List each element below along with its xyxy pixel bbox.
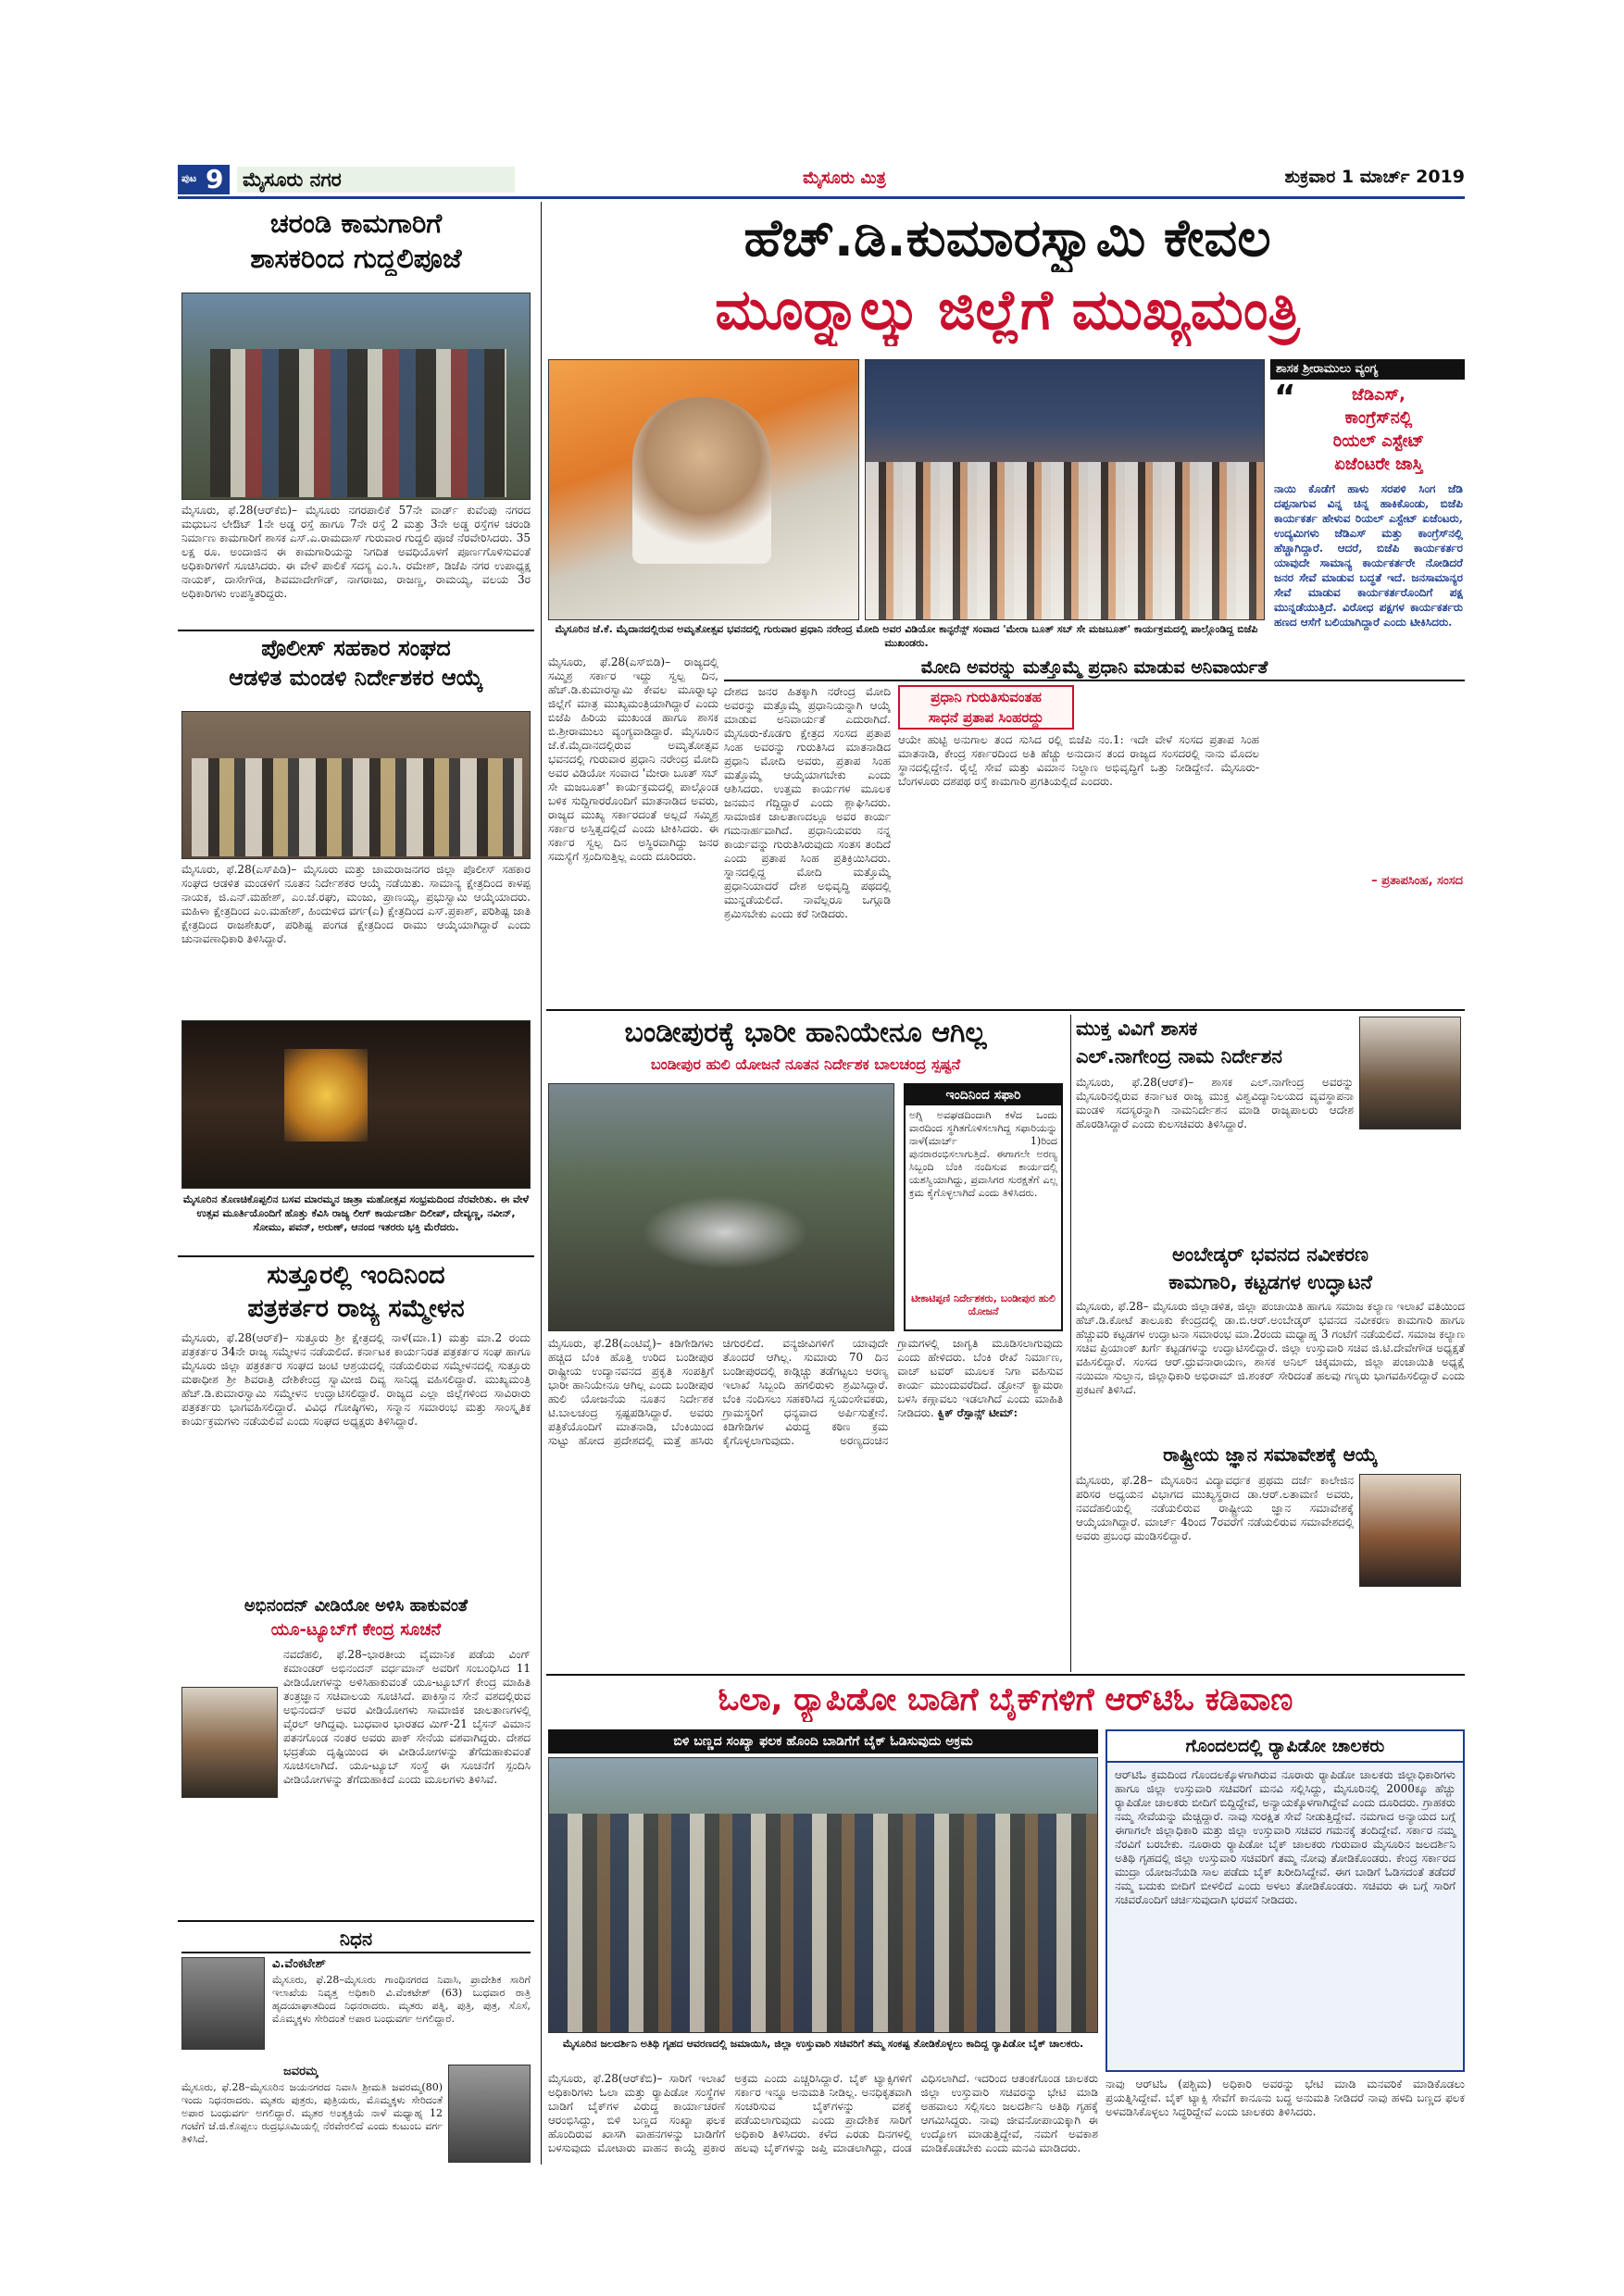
lead-photo-modi bbox=[548, 359, 859, 620]
modi-box-body2: ಆಯೇ ಹುಟ್ಟಿ ಅನುಗಾಲ ತಂದ ಸುಸಿದ ರಲ್ಲಿ ಬಿಜೆಪಿ ನಂ.1: ಇದೇ ವೇಳೆ ಸಂಸದ ಪ್ರತಾಪ ಸಿಂಹ ಮಾತನಾಡಿ, ಕೇಂದ್ರ ಸರ್ಕಾರದಿಂದ ಅತಿ ಹೆಚ್ಚು ಅನುದಾನ ತಂದ ರಾಜ್ಯದ ಸಂಸದರಲ್ಲಿ ನಾನು ಮೊದಲ ಸ್ಥಾನದಲ್ಲಿದ್ದೇನೆ. ರೈಲ್ವೆ ಸೇವೆ ಮತ್ತು ವಿಮಾನ ನಿಲ್ದಾಣ ಅಭಿವೃದ್ಧಿಗೆ ಒತ್ತು ನೀಡಿದ್ದೇನೆ. ಮೈಸೂರು-ಬೆಂಗಳೂರು ದಶಪಥ ರಸ್ತೆ ಕಾಮಗಾರಿ ಪ್ರಗತಿಯಲ್ಲಿದೆ ಎಂದರು. bbox=[898, 733, 1259, 788]
story3-body: ಮೈಸೂರು, ಫೆ.28(ಆರ್‌ಕೆ)– ಸುತ್ತೂರು ಶ್ರೀ ಕ್ಷೇತ್ರದಲ್ಲಿ ನಾಳೆ(ಮಾ.1) ಮತ್ತು ಮಾ.2 ರಂದು ಪತ್ರಕರ್ತರ 34ನೇ ರಾಜ್ಯ ಸಮ್ಮೇಳನ ನಡೆಯಲಿದೆ. ಕರ್ನಾಟಕ ಕಾರ್ಯನಿರತ ಪತ್ರಕರ್ತರ ಸಂಘ ಹಾಗೂ ಮೈಸೂರು ಜಿಲ್ಲಾ ಪತ್ರಕರ್ತರ ಸಂಘದ ಜಂಟಿ ಆಶ್ರಯದಲ್ಲಿ ನಡೆಯಲಿರುವ ಸಮ್ಮೇಳನದಲ್ಲಿ ಸುತ್ತೂರು ಮಠಾಧೀಶ ಶ್ರೀ ಶಿವರಾತ್ರಿ ದೇಶಿಕೇಂದ್ರ ಸ್ವಾಮೀಜಿ ದಿವ್ಯ ಸಾನಿಧ್ಯ ವಹಿಸಲಿದ್ದಾರೆ. ಮುಖ್ಯಮಂತ್ರಿ ಹೆಚ್.ಡಿ.ಕುಮಾರಸ್ವಾಮಿ ಸಮ್ಮೇಳನ ಉದ್ಘಾಟಿಸಲಿದ್ದಾರೆ. ರಾಜ್ಯದ ಎಲ್ಲಾ ಜಿಲ್ಲೆಗಳಿಂದ ಸಾವಿರಾರು ಪತ್ರಕರ್ತರು ಭಾಗವಹಿಸಲಿದ್ದಾರೆ. ವಿವಿಧ ಗೋಷ್ಠಿಗಳು, ಸನ್ಮಾನ ಸಮಾರಂಭ ಮತ್ತು ಸಾಂಸ್ಕೃತಿಕ ಕಾರ್ಯಕ್ರಮಗಳು ನಡೆಯಲಿವೆ ಎಂದು ಸಂಘದ ಅಧ್ಯಕ್ಷರು ತಿಳಿಸಿದ್ದಾರೆ. bbox=[181, 1331, 531, 1428]
ola-headline: ಓಲಾ, ರ್‍ಯಾಪಿಡೋ ಬಾಡಿಗೆ ಬೈಕ್‌ಗಳಿಗೆ ಆರ್‌ಟಿಓ ಕಡಿವಾಣ bbox=[718, 1681, 1293, 1718]
bandipur-box-title: ಇಂದಿನಿಂದ ಸಫಾರಿ bbox=[906, 1085, 1061, 1105]
story1-body: ಮೈಸೂರು, ಫೆ.28(ಆರ್‌ಕೆಬಿ)– ಮೈಸೂರು ನಗರಪಾಲಿಕೆ 57ನೇ ವಾರ್ಡ್ ಕುವೆಂಪು ನಗರದ ಮಧುಬನ ಲೇಔಟ್ 1ನೇ ಅಡ್ಡ ರಸ್ತೆ ಹಾಗೂ 7ನೇ ರಸ್ತೆ 2 ಮತ್ತು 3ನೇ ಅಡ್ಡ ರಸ್ತೆಗಳ ಚರಂಡಿ ನಿರ್ಮಾಣ ಕಾಮಗಾರಿಗೆ ಶಾಸಕ ಎಸ್.ಎ.ರಾಮದಾಸ್ ಗುರುವಾರ ಗುದ್ದಲಿ ಪೂಜೆ ನೆರವೇರಿಸಿದರು. 35 ಲಕ್ಷ ರೂ. ಅಂದಾಜಿನ ಈ ಕಾಮಗಾರಿಯನ್ನು ನಿಗದಿತ ಅವಧಿಯೊಳಗೆ ಪೂರ್ಣಗೊಳಿಸುವಂತೆ ಅಧಿಕಾರಿಗಳಿಗೆ ಸೂಚಿಸಿದರು. ಈ ವೇಳೆ ಪಾಲಿಕೆ ಸದಸ್ಯ ಎಂ.ಸಿ. ರಮೇಶ್, ಡಿಜೆಪಿ ನಗರ ಉಪಾಧ್ಯಕ್ಷ ನಾಯಕ್, ದಾಸೇಗೌಡ, ಶಿವಮಾದೇಗೌಡ್, ನಾಗರಾಜು, ರಾಜಣ್ಣ, ರಾಮಯ್ಯ, ವಲಯ 3ರ ಅಧಿಕಾರಿಗಳು ಉಪಸ್ಥಿತರಿದ್ದರು. bbox=[181, 504, 531, 600]
bandipur-highlight: ಟೀಕಾಟಿಪ್ಪಣಿ ನಿರ್ದೇಶಕರು, ಬಂಡೀಪುರ ಹುಲಿ ಯೋಜನೆ bbox=[911, 1292, 1056, 1317]
ola-box bbox=[1106, 1729, 1465, 2072]
story3-headline-line2: ಪತ್ರಕರ್ತರ ರಾಜ್ಯ ಸಮ್ಮೇಳನ bbox=[247, 1294, 465, 1323]
lead-photo-audience bbox=[865, 359, 1265, 620]
column-divider bbox=[541, 202, 542, 2165]
paper-name: ಮೈಸೂರು ಮಿತ್ರ bbox=[803, 168, 886, 188]
sidebar-quote-line3: ರಿಯಲ್ ಎಸ್ಟೇಟ್ bbox=[1332, 431, 1425, 451]
bandipur-subhead: ಬಂಡೀಪುರ ಹುಲಿ ಯೋಜನೆ ನೂತನ ನಿರ್ದೇಶಕ ಬಾಲಚಂದ್ರ ಸ್ಪಷ್ಟನೆ bbox=[650, 1055, 961, 1073]
story3-headline-line1: ಸುತ್ತೂರಲ್ಲಿ ಇಂದಿನಿಂದ bbox=[267, 1261, 445, 1290]
lead-photo-caption: ಮೈಸೂರಿನ ಜೆ.ಕೆ. ಮೈದಾನದಲ್ಲಿರುವ ಅಮೃತೋತ್ಸವ ಭವನದಲ್ಲಿ ಗುರುವಾರ ಪ್ರಧಾನಿ ನರೇಂದ್ರ ಮೋದಿ ಅವರ ವಿಡಿಯೋ ಕಾನ್ಫರೆನ್ಸ್ ಸಂವಾದ 'ಮೇರಾ ಬೂತ್ ಸಬ್ ಸೇ ಮಜಬೂತ್' ಕಾರ್ಯಕ್ರಮದಲ್ಲಿ ಪಾಲ್ಗೊಂಡಿದ್ದ ಬಿಜೆಪಿ ಮುಖಂಡರು. bbox=[555, 623, 1258, 649]
masthead-rule bbox=[178, 196, 1465, 199]
bandipur-box-body: ಅಗ್ನಿ ಅವಘಡದಿಂದಾಗಿ ಕಳೆದ ಒಂದು ವಾರದಿಂದ ಸ್ಥಗಿತಗೊಳಿಸಲಾಗಿದ್ದ ಸಫಾರಿಯನ್ನು ನಾಳೆ(ಮಾರ್ಚ್ 1)ರಿಂದ ಪುನರಾರಂಭಿಸಲಾಗುತ್ತಿದೆ. ಈಗಾಗಲೇ ಅರಣ್ಯ ಸಿಬ್ಬಂದಿ ಬೆಂಕಿ ನಂದಿಸುವ ಕಾರ್ಯದಲ್ಲಿ ಯಶಸ್ವಿಯಾಗಿದ್ದು, ಪ್ರವಾಸಿಗರ ಸುರಕ್ಷತೆಗೆ ಎಲ್ಲ ಕ್ರಮ ಕೈಗೊಳ್ಳಲಾಗಿದೆ ಎಂದು ತಿಳಿಸಿದರು. bbox=[909, 1109, 1057, 1199]
story2-body: ಮೈಸೂರು, ಫೆ.28(ಎಸ್‌ಪಿಡಿ)– ಮೈಸೂರು ಮತ್ತು ಚಾಮರಾಜನಗರ ಜಿಲ್ಲಾ ಪೊಲೀಸ್ ಸಹಕಾರ ಸಂಘದ ಆಡಳಿತ ಮಂಡಳಿಗೆ ನೂತನ ನಿರ್ದೇಶಕರ ಆಯ್ಕೆ ನಡೆಯಿತು. ಸಾಮಾನ್ಯ ಕ್ಷೇತ್ರದಿಂದ ಕಾಳಪ್ಪ ನಾಯಕ, ಜಿ.ಎನ್.ಮಹೇಶ್, ಎಂ.ಜೆ.ರಘು, ಮಂಜು, ಪ್ರಾಣಯ್ಯ, ಪ್ರಭುಸ್ವಾಮಿ ಆಯ್ಕೆಯಾದರು. ಮಹಿಳಾ ಕ್ಷೇತ್ರದಿಂದ ಎಂ.ಮಹೇಶ್, ಹಿಂದುಳಿದ ವರ್ಗ(ಎ) ಕ್ಷೇತ್ರದಿಂದ ಎಸ್.ಪ್ರಕಾಶ್, ಪರಿಶಿಷ್ಟ ಜಾತಿ ಕ್ಷೇತ್ರದಿಂದ ರಾಜಶೇಖರ್, ಪರಿಶಿಷ್ಟ ಪಂಗಡ ಕ್ಷೇತ್ರದಿಂದ ರಾಮು ಆಯ್ಕೆಯಾಗಿದ್ದಾರೆ ಎಂದು ಚುನಾವಣಾಧಿಕಾರಿ ತಿಳಿಸಿದ್ದಾರೆ. bbox=[181, 863, 531, 945]
lead-headline-line1: ಹೆಚ್.ಡಿ.ಕುಮಾರಸ್ವಾಮಿ ಕೇವಲ bbox=[743, 208, 1271, 268]
mla-body: ಮೈಸೂರು, ಫೆ.28(ಆರ್‌ಕೆ)– ಶಾಸಕ ಎಲ್.ನಾಗೇಂದ್ರ ಅವರನ್ನು ಮೈಸೂರಿನಲ್ಲಿರುವ ಕರ್ನಾಟಕ ರಾಜ್ಯ ಮುಕ್ತ ವಿಶ್ವವಿದ್ಯಾನಿಲಯದ ವ್ಯವಸ್ಥಾಪನಾ ಮಂಡಳಿ ಸದಸ್ಯರನ್ನಾಗಿ ನಾಮನಿರ್ದೇಶನ ಮಾಡಿ ರಾಜ್ಯಪಾಲರು ಆದೇಶ ಹೊರಡಿಸಿದ್ದಾರೆ ಎಂದು ಕುಲಸಚಿವರು ತಿಳಿಸಿದ್ದಾರೆ. bbox=[1076, 1076, 1354, 1130]
mla-headline-line2: ಎಲ್.ನಾಗೇಂದ್ರ ನಾಮ ನಿರ್ದೇಶನ bbox=[1076, 1045, 1282, 1067]
ambedkar-body: ಮೈಸೂರು, ಫೆ.28– ಮೈಸೂರು ಜಿಲ್ಲಾಡಳಿತ, ಜಿಲ್ಲಾ ಪಂಚಾಯಿತಿ ಹಾಗೂ ಸಮಾಜ ಕಲ್ಯಾಣ ಇಲಾಖೆ ವತಿಯಿಂದ ಹೆಚ್.ಡಿ.ಕೋಟೆ ತಾಲೂಕು ಕೇಂದ್ರದಲ್ಲಿ ಡಾ.ಬಿ.ಆರ್.ಅಂಬೇಡ್ಕರ್ ಭವನದ ನವೀಕರಣ ಕಾಮಗಾರಿ ಹಾಗೂ ಹೆಚ್ಚುವರಿ ಕಟ್ಟಡಗಳ ಉದ್ಘಾಟನಾ ಸಮಾರಂಭ ಮಾ.2ರಂದು ಮಧ್ಯಾಹ್ನ 3 ಗಂಟೆಗೆ ನಡೆಯಲಿದೆ. ಸಮಾಜ ಕಲ್ಯಾಣ ಸಚಿವ ಪ್ರಿಯಾಂಕ್ ಖರ್ಗೆ ಕಟ್ಟಡಗಳನ್ನು ಉದ್ಘಾಟಿಸಲಿದ್ದಾರೆ. ಜಿಲ್ಲಾ ಉಸ್ತುವಾರಿ ಸಚಿವ ಜಿ.ಟಿ.ದೇವೇಗೌಡ ಅಧ್ಯಕ್ಷತೆ ವಹಿಸಲಿದ್ದಾರೆ. ಸಂಸದ ಆರ್.ಧ್ರುವನಾರಾಯಣ, ಶಾಸಕ ಅನಿಲ್ ಚಿಕ್ಕಮಾದು, ಜಿಲ್ಲಾ ಪಂಚಾಯಿತಿ ಅಧ್ಯಕ್ಷೆ ನಯಿಮಾ ಸುಲ್ತಾನ, ಜಿಲ್ಲಾಧಿಕಾರಿ ಅಭಿರಾಮ್ ಜಿ.ಶಂಕರ್ ಸೇರಿದಂತೆ ಹಲವು ಗಣ್ಯರು ಭಾಗವಹಿಸಲಿದ್ದಾರೆ ಎಂದು ಪ್ರಕಟಣೆ ತಿಳಿಸಿದೆ. bbox=[1076, 1300, 1465, 1396]
ola-subhead: ಬಿಳಿ ಬಣ್ಣದ ಸಂಖ್ಯಾ ಫಲಕ ಹೊಂದಿ ಬಾಡಿಗೆಗೆ ಬೈಕ್ ಓಡಿಸುವುದು ಅಕ್ರಮ bbox=[548, 1729, 1098, 1753]
obituary-body-2: ಮೈಸೂರು, ಫೆ.28–ಮೈಸೂರಿನ ಜಯನಗರದ ನಿವಾಸಿ ಶ್ರೀಮತಿ ಜವರಮ್ಮ(80) ಇಂದು ನಿಧನರಾದರು. ಮೃತರು ಪುತ್ರರು, ಪುತ್ರಿಯರು, ಮೊಮ್ಮಕ್ಕಳು ಸೇರಿದಂತೆ ಅಪಾರ ಬಂಧುವರ್ಗ ಅಗಲಿದ್ದಾರೆ. ಮೃತರ ಅಂತ್ಯಕ್ರಿಯೆ ನಾಳೆ ಮಧ್ಯಾಹ್ನ 12 ಗಂಟೆಗೆ ಜೆ.ಜಿ.ಕೊಪ್ಪಲು ರುದ್ರಭೂಮಿಯಲ್ಲಿ ನೆರವೇರಲಿದೆ ಎಂದು ಕುಟುಂಬ ವರ್ಗ ತಿಳಿಸಿದೆ. bbox=[181, 2081, 443, 2145]
gyana-story bbox=[1076, 1441, 1465, 1672]
sidebar-tag: ಶಾಸಕ ಶ್ರೀರಾಮುಲು ವ್ಯಂಗ್ಯ bbox=[1270, 359, 1465, 380]
gyana-headline: ರಾಷ್ಟ್ರೀಯ ಜ್ಞಾನ ಸಮಾವೇಶಕ್ಕೆ ಆಯ್ಕೆ bbox=[1163, 1443, 1378, 1466]
obituary-title: ನಿಧನ bbox=[181, 1926, 531, 1953]
lead-headline-line2: ಮೂರ್‍ನಾಲ್ಕು ಜಿಲ್ಲೆಗೆ ಮುಖ್ಯಮಂತ್ರಿ bbox=[715, 278, 1300, 343]
modi-box-headline: ಮೋದಿ ಅವರನ್ನು ಮತ್ತೊಮ್ಮೆ ಪ್ರಧಾನಿ ಮಾಡುವ ಅನಿವಾರ್ಯತೆ bbox=[724, 655, 1465, 681]
quote-mark-icon: “ bbox=[1274, 381, 1296, 415]
photo-figure bbox=[632, 397, 771, 564]
page-number-badge bbox=[178, 165, 230, 194]
obituary-photo-1 bbox=[181, 1957, 265, 2050]
ola-body: ಮೈಸೂರು, ಫೆ.28(ಆರ್‌ಕೆಬಿ)– ಸಾರಿಗೆ ಇಲಾಖೆ ಅಧಿಕಾರಿಗಳು ಓಲಾ ಮತ್ತು ರ್‍ಯಾಪಿಡೋ ಸಂಸ್ಥೆಗಳ ಬಾಡಿಗೆ ಬೈಕ್‌ಗಳ ವಿರುದ್ಧ ಕಾರ್ಯಾಚರಣೆ ಆರಂಭಿಸಿದ್ದು, ಬಿಳಿ ಬಣ್ಣದ ಸಂಖ್ಯಾ ಫಲಕ ಹೊಂದಿರುವ ಖಾಸಗಿ ವಾಹನಗಳನ್ನು ಬಾಡಿಗೆಗೆ ಬಳಸುವುದು ಮೋಟಾರು ವಾಹನ ಕಾಯ್ದೆ ಪ್ರಕಾರ ಅಕ್ರಮ ಎಂದು ಎಚ್ಚರಿಸಿದ್ದಾರೆ. ಬೈಕ್ ಟ್ಯಾಕ್ಸಿಗಳಿಗೆ ಸರ್ಕಾರ ಇನ್ನೂ ಅನುಮತಿ ನೀಡಿಲ್ಲ. ಅನಧಿಕೃತವಾಗಿ ಸಂಚರಿಸುವ ಬೈಕ್‌ಗಳನ್ನು ವಶಕ್ಕೆ ಪಡೆಯಲಾಗುವುದು ಎಂದು ಪ್ರಾದೇಶಿಕ ಸಾರಿಗೆ ಅಧಿಕಾರಿ ತಿಳಿಸಿದರು. ಕಳೆದ ಎರಡು ದಿನಗಳಲ್ಲಿ ಹಲವು ಬೈಕ್‌ಗಳನ್ನು ಜಪ್ತಿ ಮಾಡಲಾಗಿದ್ದು, ದಂಡ ವಿಧಿಸಲಾಗಿದೆ. ಇದರಿಂದ ಆತಂಕಗೊಂಡ ಚಾಲಕರು ಜಿಲ್ಲಾ ಉಸ್ತುವಾರಿ ಸಚಿವರನ್ನು ಭೇಟಿ ಮಾಡಿ ಅಹವಾಲು ಸಲ್ಲಿಸಲು ಜಲದರ್ಶಿನಿ ಅತಿಥಿ ಗೃಹಕ್ಕೆ ಆಗಮಿಸಿದ್ದರು. ನಾವು ಜೀವನೋಪಾಯಕ್ಕಾಗಿ ಈ ಉದ್ಯೋಗ ಮಾಡುತ್ತಿದ್ದೇವೆ, ನಮಗೆ ಅವಕಾಶ ಮಾಡಿಕೊಡಬೇಕು ಎಂದು ಮನವಿ ಮಾಡಿದರು. bbox=[548, 2072, 1098, 2154]
photo-crowd bbox=[549, 1814, 1098, 2033]
bandipur-box bbox=[904, 1083, 1063, 1331]
obituary-box bbox=[181, 1926, 531, 2165]
section-title: ಮೈಸೂರು ನಗರ bbox=[237, 167, 515, 193]
gyana-body: ಮೈಸೂರು, ಫೆ.28– ಮೈಸೂರಿನ ವಿದ್ಯಾವರ್ಧಕ ಪ್ರಥಮ ದರ್ಜೆ ಕಾಲೇಜಿನ ಪರಿಸರ ಅಧ್ಯಯನ ವಿಭಾಗದ ಮುಖ್ಯಸ್ಥರಾದ ಡಾ.ಆರ್.ಲತಾಮಣಿ ಅವರು, ನವದೆಹಲಿಯಲ್ಲಿ ನಡೆಯಲಿರುವ ರಾಷ್ಟ್ರೀಯ ಜ್ಞಾನ ಸಮಾವೇಶಕ್ಕೆ ಆಯ್ಕೆಯಾಗಿದ್ದಾರೆ. ಮಾರ್ಚ್ 4ರಿಂದ 7ರವರೆಗೆ ನಡೆಯಲಿರುವ ಸಮಾವೇಶದಲ್ಲಿ ಅವರು ಪ್ರಬಂಧ ಮಂಡಿಸಲಿದ್ದಾರೆ. bbox=[1076, 1474, 1354, 1542]
photo-crowd bbox=[866, 462, 1265, 620]
bandipur-photo bbox=[548, 1083, 894, 1331]
sidebar-quote-line1: ಜೆಡಿಎಸ್, bbox=[1352, 385, 1405, 405]
page-label: ಪುಟ bbox=[181, 172, 197, 184]
bandipur-tiger-team: ಕ್ವಿಕ್ ರೆಸ್ಪಾನ್ಸ್ ಟೀಮ್: bbox=[937, 1406, 1018, 1419]
divider bbox=[546, 1674, 1465, 1676]
sidebar-body: ನಾಯಿ ಕೊಡೆಗೆ ಹಾಳು ಸರಪಳಿ ಸಿಂಗ ಜೆಡಿ ದಪ್ಪನಾಗುವ ವಿನ್ನ ಚಿನ್ನ ಹಾಕಿಕೊಂಡು, ಬಿಜೆಪಿ ಕಾರ್ಯಕರ್ತ ಹೇಳುವ ರಿಯಲ್ ಎಸ್ಟೇಟ್ ಏಜೆಂಟರು, ಉದ್ಯಮಿಗಳು ಜೆಡಿಎಸ್ ಮತ್ತು ಕಾಂಗ್ರೆಸ್‌ನಲ್ಲಿ ಹೆಚ್ಚಾಗಿದ್ದಾರೆ. ಆದರೆ, ಬಿಜೆಪಿ ಕಾರ್ಯಕರ್ತರ ಯಾವುದೇ ಸಾಮಾನ್ಯ ಕಾರ್ಯಕರ್ತರೇ ನೋಡಿದರೆ ಜನರ ಸೇವೆ ಮಾಡುವ ಬದ್ಧತೆ ಇದೆ. ಜನಸಾಮಾನ್ಯರ ಸೇವೆ ಮಾಡುವ ಕಾರ್ಯಕರ್ತರೊಂದಿಗೆ ಪಕ್ಷ ಮುನ್ನಡೆಯುತ್ತಿದೆ. ವಿರೋಧ ಪಕ್ಷಗಳ ಕಾರ್ಯಕರ್ತರು ಹಣದ ಆಸೆಗೆ ಬಲಿಯಾಗಿದ್ದಾರೆ ಎಂದು ಟೀಕಿಸಿದರು. bbox=[1274, 482, 1463, 629]
story4-subhead: ಯೂ-ಟ್ಯೂಬ್‌ಗೆ ಕೇಂದ್ರ ಸೂಚನೆ bbox=[270, 1620, 442, 1640]
ambedkar-story bbox=[1076, 1241, 1465, 1435]
obituary-name-1: ವಿ.ವೆಂಕಟೇಶ್ bbox=[272, 1957, 326, 1971]
obituary-photo-2 bbox=[448, 2065, 531, 2163]
left-column bbox=[178, 202, 534, 2165]
ambedkar-headline-line2: ಕಾಮಗಾರಿ, ಕಟ್ಟಡಗಳ ಉದ್ಘಾಟನೆ bbox=[1168, 1271, 1372, 1293]
story2-photo bbox=[181, 711, 531, 859]
divider bbox=[178, 1255, 534, 1257]
modi-box-subhead bbox=[898, 685, 1074, 730]
bandipur-body-text: ಮೈಸೂರು, ಫೆ.28(ಎಂಟಿವೈ)– ಕಿಡಿಗೇಡಿಗಳು ಹಚ್ಚಿದ ಬೆಂಕಿ ಹೊತ್ತಿ ಉರಿದ ಬಂಡೀಪುರ ರಾಷ್ಟ್ರೀಯ ಉದ್ಯಾನವನದ ಪ್ರಕೃತಿ ಸಂಪತ್ತಿಗೆ ಭಾರೀ ಹಾನಿಯೇನೂ ಆಗಿಲ್ಲ ಎಂದು ಬಂಡೀಪುರ ಹುಲಿ ಯೋಜನೆಯ ನೂತನ ನಿರ್ದೇಶಕ ಟಿ.ಬಾಲಚಂದ್ರ ಸ್ಪಷ್ಟಪಡಿಸಿದ್ದಾರೆ. ಅವರು ಪತ್ರಿಕೆಯೊಂದಿಗೆ ಮಾತನಾಡಿ, ಬೆಂಕಿಯಿಂದ ಸುಟ್ಟು ಹೋದ ಪ್ರದೇಶದಲ್ಲಿ ಮತ್ತೆ ಹಸಿರು ಚಿಗುರಲಿದೆ. ವನ್ಯಜೀವಿಗಳಿಗೆ ಯಾವುದೇ ತೊಂದರೆ ಆಗಿಲ್ಲ. ಸುಮಾರು 70 ದಿನ ಬಂಡೀಪುರದಲ್ಲಿ ಕಾಡ್ಗಿಚ್ಚು ತಡೆಗಟ್ಟಲು ಅರಣ್ಯ ಇಲಾಖೆ ಸಿಬ್ಬಂದಿ ಹಗಲಿರುಳು ಶ್ರಮಿಸಿದ್ದಾರೆ. ಬೆಂಕಿ ನಂದಿಸಲು ಸಹಕರಿಸಿದ ಸ್ವಯಂಸೇವಕರು, ಗ್ರಾಮಸ್ಥರಿಗೆ ಧನ್ಯವಾದ ಅರ್ಪಿಸುತ್ತೇನೆ. ಕಿಡಿಗೇಡಿಗಳ ವಿರುದ್ಧ ಕಠಿಣ ಕ್ರಮ ಕೈಗೊಳ್ಳಲಾಗುವುದು. ಅರಣ್ಯದಂಚಿನ ಗ್ರಾಮಗಳಲ್ಲಿ ಜಾಗೃತಿ ಮೂಡಿಸಲಾಗುವುದು ಎಂದು ಹೇಳಿದರು. ಬೆಂಕಿ ರೇಖೆ ನಿರ್ಮಾಣ, ವಾಚ್ ಟವರ್ ಮೂಲಕ ನಿಗಾ ವಹಿಸುವ ಕಾರ್ಯ ಮುಂದುವರೆದಿದೆ. ಡ್ರೋನ್ ಕ್ಯಾಮರಾ ಬಳಸಿ ಕಣ್ಗಾವಲು ಇಡಲಾಗಿದೆ ಎಂದು ಮಾಹಿತಿ ನೀಡಿದರು. bbox=[548, 1337, 1063, 1447]
bandipur-headline: ಬಂಡೀಪುರಕ್ಕೆ ಭಾರೀ ಹಾನಿಯೇನೂ ಆಗಿಲ್ಲ bbox=[624, 1017, 987, 1049]
story1-headline-line2: ಶಾಸಕರಿಂದ ಗುದ್ದಲಿಪೂಜೆ bbox=[250, 243, 462, 274]
story2-headline-line1: ಪೊಲೀಸ್ ಸಹಕಾರ ಸಂಘದ bbox=[261, 635, 451, 661]
mla-headline bbox=[1076, 1015, 1354, 1070]
story1-headline-line1: ಚರಂಡಿ ಕಾಮಗಾರಿಗೆ bbox=[269, 207, 443, 239]
ola-photo bbox=[548, 1757, 1098, 2033]
divider bbox=[178, 1920, 534, 1922]
ola-box-title: ಗೊಂದಲದಲ್ಲಿ ರ್‍ಯಾಪಿಡೋ ಚಾಲಕರು bbox=[1107, 1731, 1463, 1763]
ola-box-body: ಆರ್‌ಟಿಓ ಕ್ರಮದಿಂದ ಗೊಂದಲಕ್ಕೊಳಗಾಗಿರುವ ನೂರಾರು ರ್‍ಯಾಪಿಡೋ ಚಾಲಕರು ಜಿಲ್ಲಾಧಿಕಾರಿಗಳು ಹಾಗೂ ಜಿಲ್ಲಾ ಉಸ್ತುವಾರಿ ಸಚಿವರಿಗೆ ಮನವಿ ಸಲ್ಲಿಸಿದ್ದು, ಮೈಸೂರಿನಲ್ಲಿ 2000ಕ್ಕೂ ಹೆಚ್ಚು ರ್‍ಯಾಪಿಡೋ ಚಾಲಕರು ಬೀದಿಗೆ ಬಿದ್ದಿದ್ದೇವೆ, ಅನ್ಯಾಯಕ್ಕೊಳಗಾಗಿದ್ದೇವೆ ಎಂದು ದೂರಿದರು. ಗ್ರಾಹಕರು ನಮ್ಮ ಸೇವೆಯನ್ನು ಮೆಚ್ಚಿದ್ದಾರೆ. ನಾವು ಸುರಕ್ಷಿತ ಸೇವೆ ನೀಡುತ್ತಿದ್ದೇವೆ. ನಮಗಾದ ಅನ್ಯಾಯದ ಬಗ್ಗೆ ಈಗಾಗಲೇ ಜಿಲ್ಲಾಧಿಕಾರಿ ಮತ್ತು ಜಿಲ್ಲಾ ಉಸ್ತುವಾರಿ ಸಚಿವರ ಗಮನಕ್ಕೆ ತಂದಿದ್ದೇವೆ. ಸರ್ಕಾರ ನಮ್ಮ ನೆರವಿಗೆ ಬರಬೇಕು. ನೂರಾರು ರ್‍ಯಾಪಿಡೋ ಬೈಕ್ ಚಾಲಕರು ಗುರುವಾರ ಮೈಸೂರಿನ ಜಲದರ್ಶಿನಿ ಅತಿಥಿ ಗೃಹದಲ್ಲಿ ಜಿಲ್ಲಾ ಉಸ್ತುವಾರಿ ಸಚಿವರಿಗೆ ತಮ್ಮ ನೋವು ತೋಡಿಕೊಂಡರು. ಕೇಂದ್ರ ಸರ್ಕಾರದ ಮುದ್ರಾ ಯೋಜನೆಯಡಿ ಸಾಲ ಪಡೆದು ಬೈಕ್ ಖರೀದಿಸಿದ್ದೇವೆ. ಈಗ ಬಾಡಿಗೆ ಓಡಿಸದಂತೆ ತಡೆದರೆ ನಮ್ಮ ಬದುಕು ಬೀದಿಗೆ ಬೀಳಲಿದೆ ಎಂದು ಅಳಲು ತೋಡಿಕೊಂಡರು. ಸಚಿವರು ಈ ಬಗ್ಗೆ ಸಾರಿಗೆ ಸಚಿವರೊಂದಿಗೆ ಚರ್ಚಿಸುವುದಾಗಿ ಭರವಸೆ ನೀಡಿದರು. bbox=[1115, 1768, 1455, 1906]
divider bbox=[178, 630, 534, 631]
modi-box-body: ದೇಶದ ಜನರ ಹಿತಕ್ಕಾಗಿ ನರೇಂದ್ರ ಮೋದಿ ಅವರನ್ನು ಮತ್ತೊಮ್ಮೆ ಪ್ರಧಾನಿಯನ್ನಾಗಿ ಆಯ್ಕೆ ಮಾಡುವ ಅನಿವಾರ್ಯತೆ ಎದುರಾಗಿದೆ. ಮೈಸೂರು-ಕೊಡಗು ಕ್ಷೇತ್ರದ ಸಂಸದ ಪ್ರತಾಪ ಸಿಂಹ ಅವರನ್ನು ಗುರುತಿಸಿದ ಮಾತನಾಡಿದ ಪ್ರಧಾನಿ ಮೋದಿ ಅವರು, ಪ್ರತಾಪ ಸಿಂಹ ಮತ್ತೊಮ್ಮೆ ಆಯ್ಕೆಯಾಗಬೇಕು ಎಂದು ಆಶಿಸಿದರು. ಉತ್ತಮ ಕಾರ್ಯಗಳ ಮೂಲಕ ಜನಮನ ಗೆದ್ದಿದ್ದಾರೆ ಎಂದು ಶ್ಲಾಘಿಸಿದರು. ಸಾಮಾಜಿಕ ಜಾಲತಾಣದಲ್ಲೂ ಅವರ ಕಾರ್ಯ ಗಮನಾರ್ಹವಾಗಿದೆ. ಪ್ರಧಾನಿಯವರು ನನ್ನ ಕಾರ್ಯವನ್ನು ಗುರುತಿಸಿರುವುದು ಸಂತಸ ತಂದಿದೆ ಎಂದು ಪ್ರತಾಪ ಸಿಂಹ ಪ್ರತಿಕ್ರಿಯಿಸಿದರು. ಸ್ನಾನದಲ್ಲಿದ್ದ ಮೋದಿ ಮತ್ತೊಮ್ಮೆ ಪ್ರಧಾನಿಯಾದರೆ ದೇಶ ಅಭಿವೃದ್ಧಿ ಪಥದಲ್ಲಿ ಮುನ್ನಡೆಯಲಿದೆ. ನಾವೆಲ್ಲರೂ ಒಗ್ಗೂಡಿ ಶ್ರಮಿಸಬೇಕು ಎಂದು ಕರೆ ನೀಡಿದರು. bbox=[724, 685, 891, 920]
story4-headline: ಅಭಿನಂದನ್ ವೀಡಿಯೋ ಅಳಿಸಿ ಹಾಕುವಂತೆ bbox=[244, 1596, 468, 1616]
story1-photo bbox=[181, 293, 531, 500]
obituary-body-1: ಮೈಸೂರು, ಫೆ.28–ಮೈಸೂರು ಗಾಂಧಿನಗರದ ನಿವಾಸಿ, ಪ್ರಾದೇಶಿಕ ಸಾರಿಗೆ ಇಲಾಖೆಯ ನಿವೃತ್ತ ಅಧಿಕಾರಿ ವಿ.ವೆಂಕಟೇಶ್ (63) ಬುಧವಾರ ರಾತ್ರಿ ಹೃದಯಾಘಾತದಿಂದ ನಿಧನರಾದರು. ಮೃತರು ಪತ್ನಿ, ಪುತ್ರಿ, ಪುತ್ರ, ಸೊಸೆ, ಮೊಮ್ಮಕ್ಕಳು ಸೇರಿದಂತೆ ಅಪಾರ ಬಂಧುವರ್ಗ ಅಗಲಿದ್ದಾರೆ. bbox=[272, 1974, 531, 2025]
festival-caption: ಮೈಸೂರಿನ ತೊಣಚಿಕೊಪ್ಪಲಿನ ಬಸವ ಮಾರಮ್ಮನ ಜಾತ್ರಾ ಮಹೋತ್ಸವ ಸಂಭ್ರಮದಿಂದ ನೆರವೇರಿತು. ಈ ವೇಳೆ ಉತ್ಸವ ಮೂರ್ತಿಯೊಂದಿಗೆ ಹೊತ್ತು ಕೆವಿಸಿ ರಾಜ್ಯ ಲೀಗ್ ಕಾರ್ಯದರ್ಶಿ ದಿಲೀಪ್, ದೇವ್ಯಣ್ಣ, ನವೀನ್, ಸೋಮು, ಪವನ್, ಅರುಣ್, ಆನಂದ ಇತರರು ಭಕ್ತಿ ಮೆರೆದರು. bbox=[182, 1193, 530, 1233]
sidebar-quote bbox=[1293, 383, 1465, 476]
mla-photo bbox=[1359, 1017, 1461, 1129]
ambedkar-headline-line1: ಅಂಬೇಡ್ಕರ್ ಭವನದ ನವೀಕರಣ bbox=[1171, 1243, 1369, 1266]
obituary-name-2: ಜವರಮ್ಮ bbox=[283, 2065, 319, 2078]
lead-body: ಮೈಸೂರು, ಫೆ.28(ಎಸ್‌ಬಿಡಿ)– ರಾಜ್ಯದಲ್ಲಿ ಸಮ್ಮಿಶ್ರ ಸರ್ಕಾರ ಇದ್ದು ಸ್ವಲ್ಪ ದಿನ, ಹೆಚ್.ಡಿ.ಕುಮಾರಸ್ವಾಮಿ ಕೇವಲ ಮೂರ್‍ನಾಲ್ಕು ಜಿಲ್ಲೆಗೆ ಮಾತ್ರ ಮುಖ್ಯಮಂತ್ರಿಯಾಗಿದ್ದಾರೆ ಎಂದು ಬಿಜೆಪಿ ಹಿರಿಯ ಮುಖಂಡ ಹಾಗೂ ಶಾಸಕ ಬಿ.ಶ್ರೀರಾಮುಲು ವ್ಯಂಗ್ಯವಾಡಿದ್ದಾರೆ. ಮೈಸೂರಿನ ಜೆ.ಕೆ.ಮೈದಾನದಲ್ಲಿರುವ ಅಮೃತೋತ್ಸವ ಭವನದಲ್ಲಿ ಗುರುವಾರ ಪ್ರಧಾನಿ ನರೇಂದ್ರ ಮೋದಿ ಅವರ ವಿಡಿಯೋ ಸಂವಾದ 'ಮೇರಾ ಬೂತ್ ಸಬ್ ಸೇ ಮಜಬೂತ್' ಕಾರ್ಯಕ್ರಮದಲ್ಲಿ ಪಾಲ್ಗೊಂಡ ಬಳಿಕ ಸುದ್ದಿಗಾರರೊಂದಿಗೆ ಮಾತನಾಡಿದ ಅವರು, ರಾಜ್ಯದ ಮುಖ್ಯ ಸರ್ಕಾರದಂತೆ ಅಲ್ಲದೆ ಸಮ್ಮಿಶ್ರ ಸರ್ಕಾರ ಅಸ್ತಿತ್ವದಲ್ಲಿದೆ ಎಂದು ಟೀಕಿಸಿದರು. ಈ ಸರ್ಕಾರ ಸ್ವಲ್ಪ ದಿನ ಅಸ್ಥಿರವಾಗಿದ್ದು ಜನರ ಸಮಸ್ಯೆಗೆ ಸ್ಪಂದಿಸುತ್ತಿಲ್ಲ ಎಂದು ದೂರಿದರು. bbox=[548, 655, 718, 863]
issue-date: ಶುಕ್ರವಾರ 1 ಮಾರ್ಚ್ 2019 bbox=[1284, 167, 1465, 187]
page-number: 9 bbox=[206, 165, 224, 194]
column-divider bbox=[1070, 1015, 1071, 1672]
masthead bbox=[178, 165, 1465, 194]
mla-story bbox=[1076, 1015, 1465, 1235]
festival-photo bbox=[181, 1020, 531, 1189]
story2-headline-line2: ಆಡಳಿತ ಮಂಡಳಿ ನಿರ್ದೇಶಕರ ಆಯ್ಕೆ bbox=[229, 665, 483, 691]
sidebar-byline: – ಪ್ರತಾಪಸಿಂಹ, ಸಂಸದ bbox=[1371, 874, 1463, 888]
sidebar-quote-line2: ಕಾಂಗ್ರೆಸ್‌ನಲ್ಲಿ bbox=[1344, 408, 1413, 428]
photo-people bbox=[210, 349, 506, 497]
photo-idol bbox=[284, 1049, 368, 1142]
story1-headline bbox=[178, 206, 534, 276]
story4-body: ನವದೆಹಲಿ, ಫೆ.28–ಭಾರತೀಯ ವೈಮಾನಿಕ ಪಡೆಯ ವಿಂಗ್ ಕಮಾಂಡರ್ ಅಭಿನಂದನ್ ವರ್ಧಮಾನ್ ಅವರಿಗೆ ಸಂಬಂಧಿಸಿದ 11 ವೀಡಿಯೋಗಳನ್ನು ಅಳಿಸಿಹಾಕುವಂತೆ ಯೂ-ಟ್ಯೂಬ್‌ಗೆ ಕೇಂದ್ರ ಮಾಹಿತಿ ತಂತ್ರಜ್ಞಾನ ಸಚಿವಾಲಯ ಸೂಚಿಸಿದೆ. ಪಾಕಿಸ್ತಾನ ಸೇನೆ ವಶದಲ್ಲಿರುವ ಅಭಿನಂದನ್ ಅವರ ವೀಡಿಯೋಗಳು ಸಾಮಾಜಿಕ ಜಾಲತಾಣಗಳಲ್ಲಿ ವೈರಲ್ ಆಗಿದ್ದವು. ಬುಧವಾರ ಭಾರತದ ಮಿಗ್-21 ಬೈಸನ್ ವಿಮಾನ ಪತನಗೊಂಡ ನಂತರ ಅವರು ಪಾಕ್ ಸೇನೆಯ ವಶವಾಗಿದ್ದರು. ದೇಶದ ಭದ್ರತೆಯ ದೃಷ್ಟಿಯಿಂದ ಈ ವೀಡಿಯೋಗಳನ್ನು ತೆಗೆದುಹಾಕುವಂತೆ ಸೂಚಿಸಲಾಗಿದೆ. ಯೂ-ಟ್ಯೂಬ್ ಸಂಸ್ಥೆ ಈ ಸೂಚನೆಗೆ ಸ್ಪಂದಿಸಿ ವೀಡಿಯೋಗಳನ್ನು ತೆಗೆದುಹಾಕಿದೆ ಎಂದು ಮೂಲಗಳು ತಿಳಿಸಿವೆ. bbox=[283, 1648, 531, 1786]
modi-box-subhead-line2: ಸಾಧನೆ ಪ್ರತಾಪ ಸಿಂಹರದ್ದು bbox=[928, 709, 1044, 726]
photo-people bbox=[192, 758, 522, 856]
sidebar-quote-line4: ಏಜೆಂಟರೇ ಜಾಸ್ತಿ bbox=[1334, 455, 1423, 474]
divider bbox=[546, 1009, 1465, 1011]
story2-headline bbox=[178, 633, 534, 693]
story3-headline bbox=[178, 1259, 534, 1326]
bandipur-body bbox=[548, 1337, 1063, 1670]
ola-body-right: ನಾವು ಆರ್‌ಟಿಓ (ಪಶ್ಚಿಮ) ಅಧಿಕಾರಿ ಅವರನ್ನು ಭೇಟಿ ಮಾಡಿ ಮನವರಿಕೆ ಮಾಡಿಕೊಡಲು ಪ್ರಯತ್ನಿಸಿದ್ದೇವೆ. ಬೈಕ್ ಟ್ಯಾಕ್ಸಿ ಸೇವೆಗೆ ಕಾನೂನು ಬದ್ಧ ಅನುಮತಿ ನೀಡಿದರೆ ನಾವು ಹಳದಿ ಬಣ್ಣದ ಫಲಕ ಅಳವಡಿಸಿಕೊಳ್ಳಲು ಸಿದ್ಧರಿದ್ದೇವೆ ಎಂದು ಚಾಲಕರು ತಿಳಿಸಿದರು. bbox=[1106, 2078, 1465, 2118]
modi-box-subhead-line1: ಪ್ರಧಾನಿ ಗುರುತಿಸುವಂತಹ bbox=[931, 689, 1042, 705]
ambedkar-headline bbox=[1076, 1241, 1465, 1296]
photo-smoke bbox=[642, 1195, 808, 1269]
sidebar-box bbox=[1270, 359, 1465, 961]
gyana-photo bbox=[1359, 1474, 1461, 1587]
mla-headline-line1: ಮುಕ್ತ ವಿವಿಗೆ ಶಾಸಕ bbox=[1076, 1017, 1198, 1040]
ola-photo-caption: ಮೈಸೂರಿನ ಜಲದರ್ಶಿನಿ ಅತಿಥಿ ಗೃಹದ ಆವರಣದಲ್ಲಿ ಜಮಾಯಿಸಿ, ಜಿಲ್ಲಾ ಉಸ್ತುವಾರಿ ಸಚಿವರಿಗೆ ತಮ್ಮ ಸಂಕಷ್ಟ ತೋಡಿಕೊಳ್ಳಲು ಕಾದಿದ್ದ ರ್‍ಯಾಪಿಡೋ ಬೈಕ್ ಚಾಲಕರು. bbox=[562, 2038, 1084, 2050]
